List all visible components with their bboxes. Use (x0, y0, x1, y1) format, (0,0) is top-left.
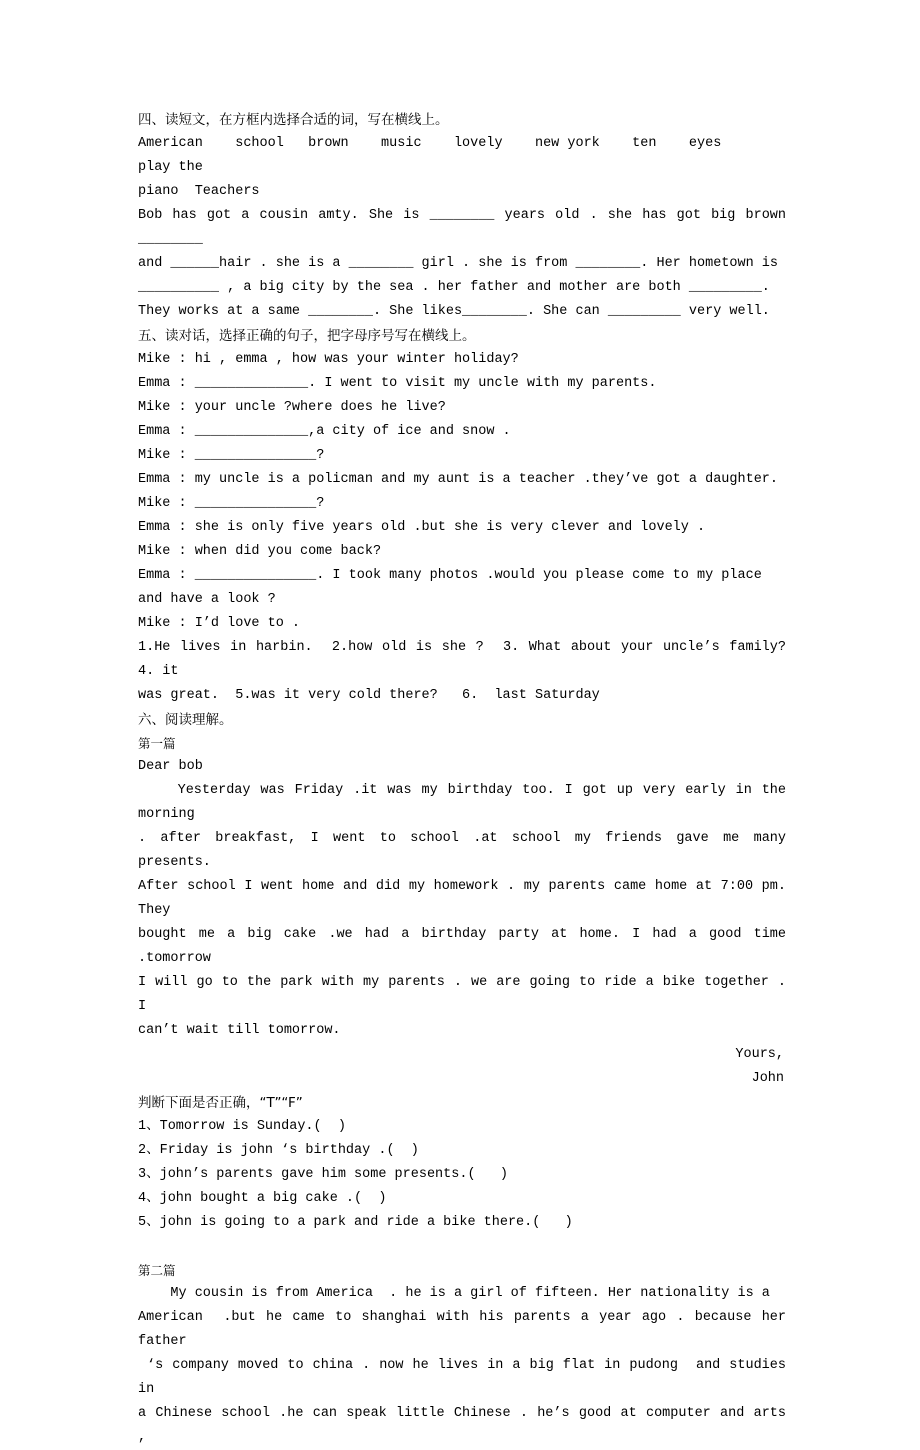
true-false-item-5: 5、john is going to a park and ride a bike there.( ) (138, 1215, 573, 1230)
true-false-instruction: 判断下面是否正确，“T”“F” (138, 1095, 303, 1111)
section5-dialogue-line-7: Mike : _______________? (138, 496, 325, 511)
section5-dialogue-line-3: Mike : your uncle ?where does he live? (138, 400, 446, 415)
section5-dialogue-line-1: Mike : hi , emma , how was your winter holiday? (138, 352, 519, 367)
section4-passage-line-2: and ______hair . she is a ________ girl . she is from ________. Her hometown is (138, 256, 779, 271)
part2-body-line-2: American .but he came to shanghai with his parents a year ago . because her father (138, 1310, 795, 1349)
section5-options-line-1: 1.He lives in harbin. 2.how old is she ? 3. What about your uncle’s family? 4. it (138, 640, 803, 679)
document-page (138, 108, 803, 1450)
section5-dialogue-line-12: Mike : I’d love to . (138, 616, 301, 631)
section5-dialogue-line-6: Emma : my uncle is a policman and my aunt is a teacher .they’ve got a daughter. (138, 472, 779, 487)
letter-body-line-2: . after breakfast, I went to school .at school my friends gave me many presents. (138, 831, 795, 870)
part2-body-line-3: ‘s company moved to china . now he lives in a big flat in pudong and studies in (138, 1358, 795, 1397)
section4-passage-line-3: __________ , a big city by the sea . her father and mother are both _________. (138, 280, 770, 295)
true-false-item-3: 3、john’s parents gave him some presents.( ) (138, 1167, 508, 1182)
letter-body-line-5: I will go to the park with my parents . we are going to ride a bike together . I (138, 975, 795, 1014)
section6-part1-label: 第一篇 (138, 736, 176, 751)
letter-signoff-yours: Yours, (735, 1047, 784, 1062)
spacer (138, 1235, 786, 1259)
section6-heading: 六、阅读理解。 (138, 712, 233, 728)
letter-body-line-3: After school I went home and did my homework . my parents came home at 7:00 pm. They (138, 879, 795, 918)
part2-body-line-1: My cousin is from America . he is a girl of fifteen. Her nationality is a (138, 1286, 770, 1301)
section4-wordbank-line-1: American school brown music lovely new york ten eyes play the (138, 136, 754, 175)
section5-dialogue-line-4: Emma : ______________,a city of ice and snow . (138, 424, 511, 439)
letter-signoff-name: John (751, 1071, 784, 1086)
section5-dialogue-line-10: Emma : _______________. I took many photos .would you please come to my place (138, 568, 762, 583)
part2-body-line-4: a Chinese school .he can speak little Chinese . he’s good at computer and arts , (138, 1406, 795, 1445)
section4-passage-line-4: They works at a same ________. She likes________. She can _________ very well. (138, 304, 770, 319)
section5-options-line-2: was great. 5.was it very cold there? 6. last Saturday (138, 688, 600, 703)
section5-dialogue-line-9: Mike : when did you come back? (138, 544, 382, 559)
section5-dialogue-line-8: Emma : she is only five years old .but she is very clever and lovely . (138, 520, 706, 535)
section6-part2-label: 第二篇 (138, 1263, 176, 1278)
section4-wordbank-line-2: piano Teachers (138, 184, 260, 199)
section4-heading: 四、读短文，在方框内选择合适的词，写在横线上。 (138, 112, 449, 128)
letter-body-line-1: Yesterday was Friday .it was my birthday too. I got up very early in the morning (138, 783, 795, 822)
true-false-item-2: 2、Friday is john ‘s birthday .( ) (138, 1143, 419, 1158)
section5-dialogue-line-11: and have a look ? (138, 592, 276, 607)
true-false-item-1: 1、Tomorrow is Sunday.( ) (138, 1119, 346, 1134)
letter-greeting: Dear bob (138, 759, 203, 774)
letter-body-line-6: can’t wait till tomorrow. (138, 1023, 341, 1038)
true-false-item-4: 4、john bought a big cake .( ) (138, 1191, 387, 1206)
section4-passage-line-1: Bob has got a cousin amty. She is ________ years old . she has got big brown ________ (138, 208, 795, 247)
section5-heading: 五、读对话，选择正确的句子，把字母序号写在横线上。 (138, 328, 476, 344)
section5-dialogue-line-2: Emma : ______________. I went to visit my uncle with my parents. (138, 376, 657, 391)
letter-body-line-4: bought me a big cake .we had a birthday party at home. I had a good time .tomorrow (138, 927, 795, 966)
section5-dialogue-line-5: Mike : _______________? (138, 448, 325, 463)
